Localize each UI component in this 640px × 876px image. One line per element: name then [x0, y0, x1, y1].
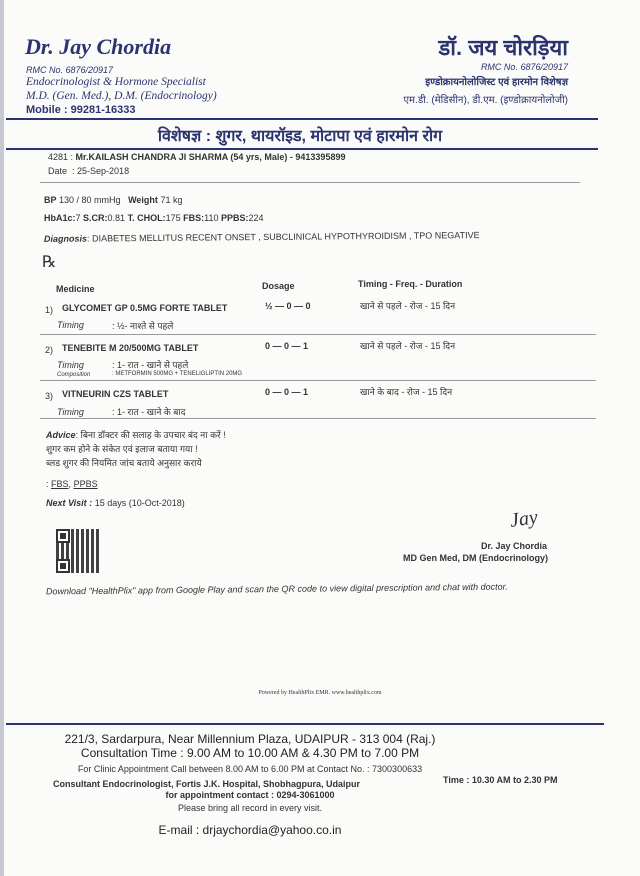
specialty-en: Endocrinologist & Hormone Specialist	[26, 76, 206, 88]
advice-label: Advice	[46, 430, 76, 440]
row-divider	[40, 418, 596, 419]
medicine-name: GLYCOMET GP 0.5MG FORTE TABLET	[62, 303, 228, 313]
medicine-name: TENEBITE M 20/500MG TABLET	[62, 343, 199, 353]
medicine-name: VITNEURIN CZS TABLET	[62, 389, 169, 399]
header-timing: Timing - Freq. - Duration	[358, 279, 463, 289]
bp-value: 130 / 80 mmHg	[59, 195, 121, 205]
test-item: PPBS	[73, 479, 98, 489]
test-item: FBS	[51, 479, 69, 489]
lab-value: 175	[165, 213, 181, 223]
row-number: 2)	[45, 345, 54, 355]
diagnosis-value: DIABETES MELLITUS RECENT ONSET , SUBCLINICAL HYPOTHYROIDISM , TPO NEGATIVE	[91, 230, 480, 244]
composition-label: Composition	[57, 372, 91, 378]
timing-label: Timing	[57, 320, 84, 330]
timing-note: : 1- रात - खाने से पहले	[112, 360, 189, 370]
lab-label: S.CR:	[83, 213, 108, 223]
diagnosis-label: Diagnosis	[43, 233, 88, 244]
timing-freq-duration: खाने से पहले - रोज - 15 दिन	[360, 341, 456, 351]
timing-freq-duration: खाने के बाद - रोज - 15 दिन	[360, 387, 453, 397]
lab-label: HbA1c:	[44, 213, 76, 223]
advice-text: ब्लड शुगर की नियमित जांच बताये अनुसार कराये	[46, 458, 202, 468]
doctor-name-en: Dr. Jay Chordia	[25, 34, 172, 59]
weight-label: Weight	[128, 195, 158, 205]
dosage: 0 — 0 — 1	[265, 341, 309, 351]
row-number: 1)	[45, 305, 54, 315]
lab-label: PPBS:	[221, 213, 249, 223]
banner-divider	[6, 148, 598, 150]
signature-name: Dr. Jay Chordia	[480, 541, 547, 551]
row-divider	[40, 334, 596, 335]
next-visit-value: 15 days (10-Oct-2018)	[94, 498, 185, 508]
advice-text: शुगर कम होने के संकेत एवं इलाज बताया गया !	[46, 444, 198, 454]
diagnosis-line: Diagnosis: DIABETES MELLITUS RECENT ONSET , SUBCLINICAL HYPOTHYROIDISM , TPO NEGATIVE	[43, 230, 480, 244]
advice-line: Advice: बिना डॉक्टर की सलाह के उपचार बंद ना करें !	[46, 430, 226, 440]
signature-degrees: MD Gen Med, DM (Endocrinology)	[403, 553, 548, 563]
qr-code	[56, 529, 100, 573]
specialty-banner: विशेषज्ञ : शुगर, थायरॉइड, मोटापा एवं हारमोन रोग	[157, 128, 443, 145]
timing-label: Timing	[57, 360, 84, 370]
signature: Jay	[508, 506, 540, 532]
lab-value: 0.81	[107, 213, 126, 223]
rmc-number-hi-side: RMC No. 6876/20917	[480, 62, 568, 72]
mobile-number: Mobile : 99281-16333	[26, 104, 136, 116]
header-dosage: Dosage	[262, 281, 295, 291]
rx-icon: ℞	[42, 254, 57, 271]
bp-label: BP	[44, 195, 57, 205]
next-visit-label: Next Visit :	[46, 498, 93, 508]
next-visit-line	[46, 498, 185, 508]
tests-line: : FBS, PPBS	[46, 479, 98, 489]
dosage: 0 — 0 — 1	[265, 387, 309, 397]
lab-label: FBS:	[183, 213, 205, 223]
header-medicine: Medicine	[56, 284, 95, 294]
timing-note: : ½- नाश्ते से पहले	[112, 321, 174, 331]
tests-prefix: :	[46, 479, 49, 489]
weight-value: 71 kg	[160, 195, 183, 205]
download-note: Download "HealthPlix" app from Google Play and scan the QR code to view digital prescription and chat with doctor.	[45, 581, 508, 597]
timing-label: Timing	[57, 407, 84, 417]
clinic-address: 221/3, Sardarpura, Near Millennium Plaza, UDAIPUR - 313 004 (Raj.)	[64, 732, 436, 746]
lab-value: 7	[75, 213, 81, 223]
vitals-line	[44, 195, 182, 205]
labs-line	[44, 213, 264, 223]
degrees-hi: एम.डी. (मेडिसीन), डी.एम. (इण्डोक्रायनोलोजी)	[403, 95, 568, 106]
hospital-time: Time : 10.30 AM to 2.30 PM	[443, 775, 558, 785]
patient-id: 4281	[48, 152, 69, 162]
lab-label: T. CHOL:	[127, 213, 166, 223]
clinic-appointment: For Clinic Appointment Call between 8.00 AM to 6.00 PM at Contact No. : 7300300633	[77, 764, 423, 774]
hospital-contact: for appointment contact : 0294-3061000	[165, 790, 335, 800]
rmc-number-en: RMC No. 6876/20917	[26, 65, 114, 75]
lab-value: 110	[204, 213, 219, 223]
dosage: ½ — 0 — 0	[265, 301, 311, 311]
date-line: Date : 25-Sep-2018	[48, 166, 130, 176]
hospital-info: Consultant Endocrinologist, Fortis J.K. Hospital, Shobhagpura, Udaipur	[53, 779, 361, 789]
patient-details: Mr.KAILASH CHANDRA JI SHARMA (54 yrs, Male) - 9413395899	[75, 152, 346, 162]
header-divider	[6, 118, 598, 120]
date-label: Date	[48, 166, 68, 176]
specialty-hi: इण्डोक्रायनोलोजिस्ट एवं हारमोन विशेषज्ञ	[425, 77, 568, 88]
advice-text: बिना डॉक्टर की सलाह के उपचार बंद ना करें !	[80, 430, 226, 440]
visit-date: 25-Sep-2018	[77, 166, 130, 176]
patient-divider	[40, 182, 580, 183]
records-note: Please bring all record in every visit.	[177, 803, 323, 813]
lab-value: 224	[248, 213, 264, 223]
doctor-name-hi: डॉ. जय चोरड़िया	[438, 35, 568, 60]
patient-line: 4281 : Mr.KAILASH CHANDRA JI SHARMA (54 yrs, Male) - 9413395899	[48, 152, 346, 162]
timing-freq-duration: खाने से पहले - रोज - 15 दिन	[360, 301, 456, 311]
powered-by: Powered by HealthPlix EMR. www.healthplix.com	[258, 690, 382, 696]
row-divider	[40, 380, 596, 381]
composition-value: : METFORMIN 500MG + TENELIGLIPTIN 20MG	[112, 371, 243, 377]
consultation-time: Consultation Time : 9.00 AM to 10.00 AM & 4.30 PM to 7.00 PM	[80, 746, 420, 760]
row-number: 3)	[45, 391, 54, 401]
degrees-en: M.D. (Gen. Med.), D.M. (Endocrinology)	[26, 90, 217, 102]
timing-note: : 1- रात - खाने के बाद	[112, 407, 186, 417]
email: E-mail : drjaychordia@yahoo.co.in	[158, 823, 342, 837]
footer-divider	[6, 723, 604, 725]
